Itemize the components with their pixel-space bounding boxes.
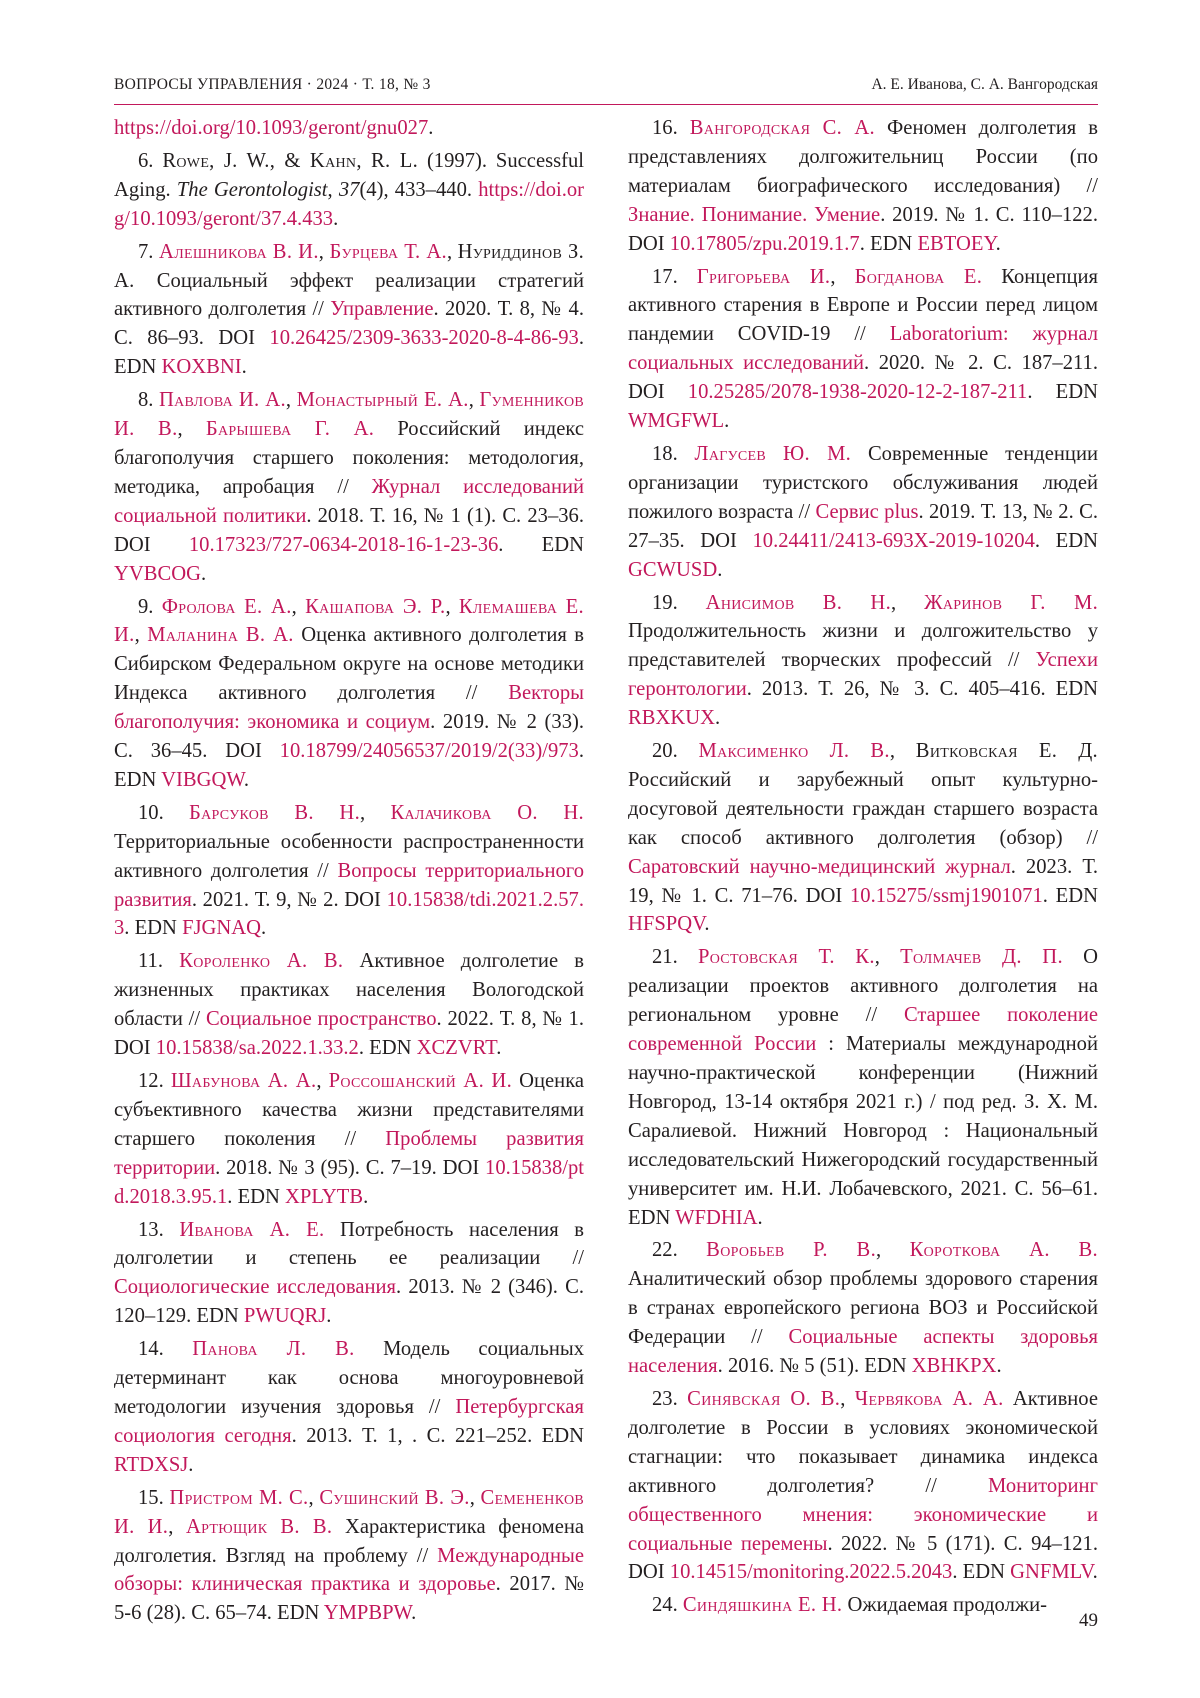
- author-link[interactable]: Артющик В. В.: [186, 1516, 332, 1538]
- journal-link[interactable]: Социальное пространство: [206, 1008, 437, 1030]
- reference-23: 23. Синявская О. В., Червякова А. А. Активное долголетие в России в условиях экономической стагнации: что показывает динамика индекса активного долголетия? // Мониторинг общественного мнения: экономические и социальные перемены. 2022. № 5 (171). С. 94–121. DOI 10.14515/monitoring.2022.5.2043. EDN GNFMLV.: [628, 1385, 1098, 1587]
- edn-link[interactable]: RBXKUX: [628, 707, 715, 729]
- journal-link[interactable]: Мониторинг общественного мнения: экономические и социальные перемены: [628, 1475, 1098, 1555]
- author-link[interactable]: Толмачев Д. П.: [900, 946, 1063, 968]
- author-link[interactable]: Россошанский А. И.: [329, 1070, 512, 1092]
- edn-link[interactable]: FJGNAQ: [182, 917, 261, 939]
- author-link[interactable]: Воробьев Р. В.: [706, 1239, 876, 1261]
- author-link[interactable]: Шабунова А. А.: [171, 1070, 317, 1092]
- doi-link[interactable]: https://doi.org/10.1093/geront/37.4.433: [114, 179, 584, 230]
- journal-link[interactable]: Знание. Понимание. Умение: [628, 204, 880, 226]
- edn-link[interactable]: WMGFWL: [628, 410, 724, 432]
- author-link[interactable]: Семененков И. И.: [114, 1487, 584, 1538]
- edn-link[interactable]: YVBCOG: [114, 563, 201, 585]
- author-link[interactable]: Синдяшкина Е. Н.: [683, 1594, 842, 1616]
- edn-link[interactable]: GNFMLV: [1010, 1561, 1092, 1583]
- reference-18: 18. Лагусев Ю. М. Современные тенденции организации туристского обслуживания людей пожилого возраста // Сервис plus. 2019. Т. 13, № 2. С. 27–35. DOI 10.24411/2413-693X-2019-10204. EDN GCWUSD.: [628, 440, 1098, 585]
- author-link[interactable]: Синявская О. В.: [687, 1388, 840, 1410]
- authors-header: А. Е. Иванова, С. А. Вангородская: [871, 76, 1098, 94]
- journal-link[interactable]: Саратовский научно-медицинский журнал: [628, 856, 1011, 878]
- journal-link[interactable]: Журнал исследований социальной политики: [114, 476, 584, 527]
- reference-22: 22. Воробьев Р. В., Короткова А. В. Аналитический обзор проблемы здорового старения в странах европейского региона ВОЗ и Российской Федерации // Социальные аспекты здоровья населения. 2016. № 5 (51). EDN XBHKPX.: [628, 1236, 1098, 1381]
- author-link[interactable]: Клемашева Е. И.: [114, 596, 584, 647]
- reference-8: 8. Павлова И. А., Монастырный Е. А., Гуменников И. В., Барышева Г. А. Российский индекс благополучия старшего поколения: методология, методика, апробация // Журнал исследований социальной политики. 2018. Т. 16, № 1 (1). С. 23–36. DOI 10.17323/727-0634-2018-16-1-23-36. EDN YVBCOG.: [114, 386, 584, 588]
- edn-link[interactable]: VIBGQW: [161, 769, 244, 791]
- journal-link[interactable]: Петербургская социология сегодня: [114, 1396, 584, 1447]
- doi-link[interactable]: 10.15838/tdi.2021.2.57.3: [114, 889, 584, 940]
- reference-13: 13. Иванова А. Е. Потребность населения в долголетии и степень ее реализации // Социологические исследования. 2013. № 2 (346). С. 120–129. EDN PWUQRJ.: [114, 1216, 584, 1332]
- doi-link[interactable]: 10.17323/727-0634-2018-16-1-23-36: [189, 534, 498, 556]
- journal-link[interactable]: Сервис plus: [815, 501, 918, 523]
- reference-20: 20. Максименко Л. В., Витковская Е. Д. Российский и зарубежный опыт культурно-досуговой деятельности граждан старшего возраста как способ активного долголетия (обзор) // Саратовский научно-медицинский журнал. 2023. Т. 19, № 1. С. 71–76. DOI 10.15275/ssmj1901071. EDN HFSPQV.: [628, 737, 1098, 939]
- reference-author: Витковская Е. Д.: [916, 740, 1098, 762]
- author-link[interactable]: Фролова Е. А.: [162, 596, 292, 618]
- author-link[interactable]: Сушинский В. Э.: [319, 1487, 469, 1509]
- doi-link[interactable]: 10.24411/2413-693X-2019-10204: [753, 530, 1035, 552]
- author-link[interactable]: Ростовская Т. К.: [698, 946, 875, 968]
- reference-6: 6. Rowe, J. W., & Kahn, R. L. (1997). Successful Aging. The Gerontologist, 37(4), 433–440. https://doi.org/10.1093/geront/37.4.433.: [114, 147, 584, 234]
- reference-10: 10. Барсуков В. Н., Калачикова О. Н. Территориальные особенности распространенности активного долголетия // Вопросы территориального развития. 2021. Т. 9, № 2. DOI 10.15838/tdi.2021.2.57.3. EDN FJGNAQ.: [114, 799, 584, 944]
- author-link[interactable]: Гуменников И. В.: [114, 389, 584, 440]
- author-link[interactable]: Богданова Е.: [855, 266, 983, 288]
- journal-link[interactable]: Векторы благополучия: экономика и социум: [114, 682, 584, 733]
- reference-author: Нуриддинов З. А.: [114, 241, 584, 292]
- reference-24: 24. Синдяшкина Е. Н. Ожидаемая продолжи-: [628, 1591, 1098, 1620]
- doi-link[interactable]: 10.18799/24056537/2019/2(33)/973: [280, 740, 579, 762]
- author-link[interactable]: Павлова И. А.: [159, 389, 286, 411]
- author-link[interactable]: Маланина В. А.: [147, 624, 294, 646]
- author-link[interactable]: Монастырный Е. А.: [297, 389, 469, 411]
- journal-link[interactable]: Вопросы территориального развития: [114, 860, 584, 911]
- doi-link[interactable]: https://doi.org/10.1093/geront/gnu027: [114, 117, 428, 139]
- author-link[interactable]: Лагусев Ю. М.: [695, 443, 852, 465]
- doi-link[interactable]: 10.15838/ptd.2018.3.95.1: [114, 1157, 584, 1208]
- header-rule: [114, 104, 1098, 105]
- doi-link[interactable]: 10.14515/monitoring.2022.5.2043: [670, 1561, 953, 1583]
- author-link[interactable]: Бурцева Т. А.: [329, 241, 446, 263]
- doi-link[interactable]: 10.17805/zpu.2019.1.7: [670, 233, 860, 255]
- edn-link[interactable]: EBTOEY: [917, 233, 995, 255]
- reference-12: 12. Шабунова А. А., Россошанский А. И. Оценка субъективного качества жизни представителями старшего поколения // Проблемы развития территории. 2018. № 3 (95). С. 7–19. DOI 10.15838/ptd.2018.3.95.1. EDN XPLYTB.: [114, 1067, 584, 1212]
- author-link[interactable]: Барышева Г. А.: [206, 418, 374, 440]
- journal-link[interactable]: Laboratorium: журнал социальных исследований: [628, 323, 1098, 374]
- reference-authors: Rowe, J. W., & Kahn, R. L.: [162, 150, 418, 172]
- author-link[interactable]: Пристром М. С.: [169, 1487, 308, 1509]
- edn-link[interactable]: GCWUSD: [628, 559, 717, 581]
- journal-header: ВОПРОСЫ УПРАВЛЕНИЯ · 2024 · Т. 18, № 3: [114, 76, 431, 94]
- reference-5-tail: https://doi.org/10.1093/geront/gnu027.: [114, 114, 584, 143]
- journal-link[interactable]: Успехи геронтологии: [628, 649, 1098, 700]
- author-link[interactable]: Иванова А. Е.: [179, 1219, 324, 1241]
- doi-link[interactable]: 10.26425/2309-3633-2020-8-4-86-93: [269, 327, 578, 349]
- author-link[interactable]: Кашапова Э. Р.: [305, 596, 445, 618]
- author-link[interactable]: Вангородская С. А.: [690, 117, 875, 139]
- edn-link[interactable]: PWUQRJ: [244, 1305, 326, 1327]
- journal-link[interactable]: Социальные аспекты здоровья населения: [628, 1326, 1098, 1377]
- author-link[interactable]: Короленко А. В.: [179, 950, 343, 972]
- author-link[interactable]: Анисимов В. Н.: [706, 592, 891, 614]
- journal-link[interactable]: Старшее поколение современной России: [628, 1004, 1098, 1055]
- edn-link[interactable]: WFDHIA: [675, 1207, 757, 1229]
- reference-16: 16. Вангородская С. А. Феномен долголетия в представлениях долгожительниц России (по материалам биографического исследования) // Знание. Понимание. Умение. 2019. № 1. С. 110–122. DOI 10.17805/zpu.2019.1.7. EDN EBTOEY.: [628, 114, 1098, 259]
- running-header: [114, 70, 1098, 104]
- author-link[interactable]: Барсуков В. Н.: [189, 802, 360, 824]
- journal-link[interactable]: Социологические исследования: [114, 1276, 396, 1298]
- doi-link[interactable]: 10.15275/ssmj1901071: [850, 885, 1043, 907]
- edn-link[interactable]: RTDXSJ: [114, 1454, 188, 1476]
- reference-15: 15. Пристром М. С., Сушинский В. Э., Семененков И. И., Артющик В. В. Характеристика феномена долголетия. Взгляд на проблему // Международные обзоры: клиническая практика и здоровье. 2017. № 5-6 (28). С. 65–74. EDN YMPBPW.: [114, 1484, 584, 1629]
- edn-link[interactable]: HFSPQV: [628, 913, 704, 935]
- reference-11: 11. Короленко А. В. Активное долголетие в жизненных практиках населения Вологодской области // Социальное пространство. 2022. Т. 8, № 1. DOI 10.15838/sa.2022.1.33.2. EDN XCZVRT.: [114, 947, 584, 1063]
- edn-link[interactable]: YMPBPW: [324, 1602, 411, 1624]
- author-link[interactable]: Григорьева И.: [697, 266, 831, 288]
- edn-link[interactable]: KOXBNI: [161, 356, 241, 378]
- reference-14: 14. Панова Л. В. Модель социальных детерминант как основа многоуровневой методологии изучения здоровья // Петербургская социология сегодня. 2013. Т. 1, . С. 221–252. EDN RTDXSJ.: [114, 1335, 584, 1480]
- journal-link[interactable]: Проблемы развития территории: [114, 1128, 584, 1179]
- reference-17: 17. Григорьева И., Богданова Е. Концепция активного старения в Европе и России перед лицом пандемии COVID-19 // Laboratorium: журнал социальных исследований. 2020. № 2. С. 187–211. DOI 10.25285/2078-1938-2020-12-2-187-211. EDN WMGFWL.: [628, 263, 1098, 436]
- journal-link[interactable]: Международные обзоры: клиническая практика и здоровье: [114, 1545, 584, 1596]
- reference-7: 7. Алешникова В. И., Бурцева Т. А., Нуриддинов З. А. Социальный эффект реализации стратегий активного долголетия // Управление. 2020. Т. 8, № 4. С. 86–93. DOI 10.26425/2309-3633-2020-8-4-86-93. EDN KOXBNI.: [114, 238, 584, 383]
- reference-19: 19. Анисимов В. Н., Жаринов Г. М. Продолжительность жизни и долгожительство у представителей творческих профессий // Успехи геронтологии. 2013. Т. 26, № 3. С. 405–416. EDN RBXKUX.: [628, 589, 1098, 734]
- reference-9: 9. Фролова Е. А., Кашапова Э. Р., Клемашева Е. И., Маланина В. А. Оценка активного долголетия в Сибирском Федеральном округе на основе методики Индекса активного долголетия // Векторы благополучия: экономика и социум. 2019. № 2 (33). С. 36–45. DOI 10.18799/24056537/2019/2(33)/973. EDN VIBGQW.: [114, 593, 584, 795]
- author-link[interactable]: Червякова А. А.: [855, 1388, 1004, 1410]
- doi-link[interactable]: 10.15838/sa.2022.1.33.2: [156, 1037, 359, 1059]
- page-number: 49: [1079, 1610, 1098, 1632]
- left-column: [114, 114, 584, 1632]
- doi-link[interactable]: 10.25285/2078-1938-2020-12-2-187-211: [688, 381, 1028, 403]
- author-link[interactable]: Алешникова В. И.: [159, 241, 319, 263]
- edn-link[interactable]: XBHKPX: [912, 1355, 997, 1377]
- reference-21: 21. Ростовская Т. К., Толмачев Д. П. О реализации проектов активного долголетия на региональном уровне // Старшее поколение современной России : Материалы международной научно-практической конференции (Нижний Новгород, 13-14 октября 2021 г.) / под ред. З. Х. М. Саралиевой. Нижний Новгород : Национальный исследовательский Нижегородский государственный университет им. Н.И. Лобачевского, 2021. С. 56–61. EDN WFDHIA.: [628, 943, 1098, 1232]
- edn-link[interactable]: XPLYTB: [285, 1186, 363, 1208]
- journal-link[interactable]: Управление: [330, 298, 433, 320]
- author-link[interactable]: Короткова А. В.: [910, 1239, 1098, 1261]
- author-link[interactable]: Жаринов Г. М.: [924, 592, 1098, 614]
- author-link[interactable]: Калачикова О. Н.: [390, 802, 584, 824]
- author-link[interactable]: Панова Л. В.: [192, 1338, 354, 1360]
- author-link[interactable]: Максименко Л. В.: [699, 740, 890, 762]
- edn-link[interactable]: XCZVRT: [417, 1037, 497, 1059]
- journal-title: The Gerontologist: [177, 179, 328, 201]
- right-column: [628, 114, 1098, 1624]
